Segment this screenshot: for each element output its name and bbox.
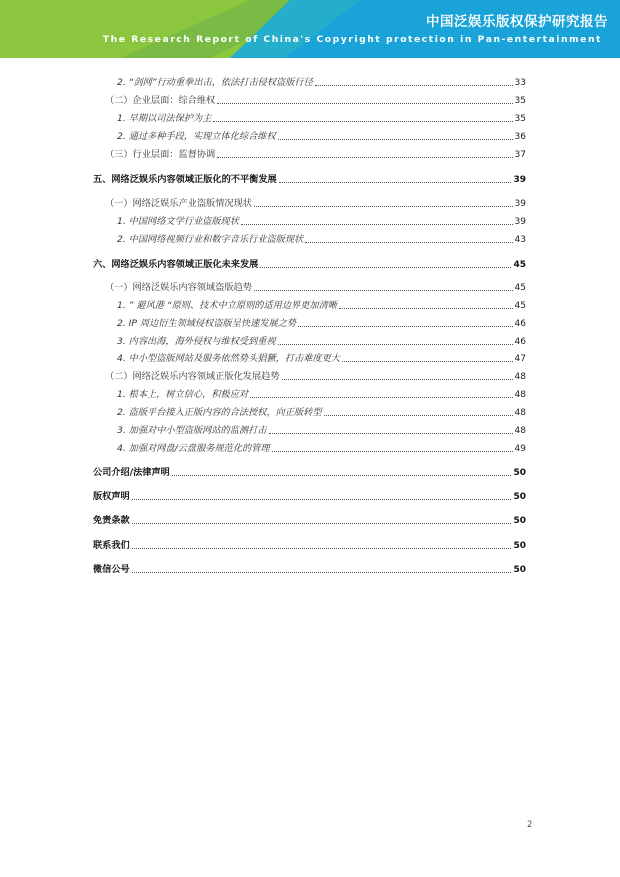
toc-entry-page: 48 [514, 372, 526, 382]
toc-entry[interactable] [93, 111, 526, 125]
toc-entry[interactable] [93, 405, 526, 419]
toc-entry-page: 45 [514, 301, 526, 311]
toc-chapter[interactable] [93, 538, 526, 552]
toc-entry-page: 50 [513, 565, 526, 575]
toc-chapter[interactable] [93, 513, 526, 527]
toc-entry-label: 4. 中小型盗版网站及服务依然势头猖獗，打击难度更大 [117, 353, 340, 364]
toc-entry[interactable] [93, 214, 526, 228]
toc-entry-page: 50 [513, 541, 526, 551]
toc-entry-page: 35 [514, 114, 526, 124]
toc-entry-label: 4. 加强对网盘/云盘服务规范化的管理 [117, 443, 270, 454]
toc-entry-page: 48 [514, 408, 526, 418]
toc-entry-label: 3. 加强对中小型盗版网站的监测打击 [117, 425, 267, 436]
toc-entry-page: 39 [514, 217, 526, 227]
toc-entry-label: （二）网络泛娱乐内容领域正版化发展趋势 [105, 371, 280, 382]
toc-entry-page: 48 [514, 390, 526, 400]
page-number: 2 [527, 820, 533, 830]
toc-entry-label: 微信公号 [93, 564, 130, 575]
toc-entry-label: 公司介绍/法律声明 [93, 467, 170, 478]
toc-entry-page: 45 [513, 260, 526, 270]
toc-entry-label: 联系我们 [93, 540, 130, 551]
toc-entry-label: 2. 中国网络视频行业和数字音乐行业盗版现状 [117, 234, 304, 245]
toc-entry-label: 1. 根本上，树立信心，积极应对 [117, 389, 249, 400]
toc-entry-page: 39 [514, 199, 526, 209]
toc-entry[interactable] [93, 334, 526, 348]
report-subtitle: The Research Report of China's Copyright protection in Pan-entertainment [102, 34, 602, 45]
toc-entry-page: 36 [514, 132, 526, 142]
toc-entry-label: 六、网络泛娱乐内容领域正版化未来发展 [93, 259, 259, 270]
toc-entry[interactable] [93, 423, 526, 437]
toc-chapter[interactable] [93, 257, 526, 271]
toc-entry[interactable] [93, 196, 526, 210]
toc-entry-page: 46 [514, 337, 526, 347]
toc-entry-label: （二）企业层面：综合维权 [105, 95, 216, 106]
toc-entry[interactable] [93, 93, 526, 107]
toc-entry-label: 3. 内容出海，海外侵权与维权受到重视 [117, 336, 276, 347]
toc-entry[interactable] [93, 232, 526, 246]
toc-entry-label: 2. IP 周边衍生领域侵权盗版呈快速发展之势 [117, 318, 297, 329]
toc-entry-page: 33 [514, 78, 526, 88]
toc-entry-label: 1. 早期以司法保护为主 [117, 113, 212, 124]
toc-entry-page: 39 [513, 175, 526, 185]
toc-entry-page: 45 [514, 283, 526, 293]
toc-entry-page: 37 [514, 150, 526, 160]
toc-entry-label: 2. 盗版平台接入正版内容的合法授权，向正版转型 [117, 407, 322, 418]
toc-chapter[interactable] [93, 465, 526, 479]
toc-entry-label: 1. ” 避风港 “原则、技术中立原则的适用边界更加清晰 [117, 300, 337, 311]
report-title: 中国泛娱乐版权保护研究报告 [426, 14, 608, 30]
toc-entry-label: 版权声明 [93, 491, 130, 502]
toc-entry-label: 五、网络泛娱乐内容领域正版化的不平衡发展 [93, 174, 277, 185]
toc-chapter[interactable] [93, 562, 526, 576]
toc-entry-label: 2. “剑网”行动重拳出击，依法打击侵权盗版行径 [117, 77, 313, 88]
toc-entry-page: 43 [514, 235, 526, 245]
toc-entry[interactable] [93, 75, 526, 89]
toc-entry-page: 35 [514, 96, 526, 106]
toc-entry-label: 2. 通过多种手段，实现立体化综合维权 [117, 131, 276, 142]
toc-entry-page: 48 [514, 426, 526, 436]
toc-entry[interactable] [93, 147, 526, 161]
toc-entry[interactable] [93, 129, 526, 143]
toc-entry-page: 47 [514, 354, 526, 364]
toc-entry-label: （一）网络泛娱乐产业盗版情况现状 [105, 198, 252, 209]
toc-entry[interactable] [93, 351, 526, 365]
toc-entry-label: （一）网络泛娱乐内容领域盗版趋势 [105, 282, 252, 293]
toc-chapter[interactable] [93, 172, 526, 186]
toc-entry-page: 49 [514, 444, 526, 454]
header-banner [0, 0, 620, 58]
toc-entry-label: （三）行业层面：监督协调 [105, 149, 216, 160]
toc-entry[interactable] [93, 298, 526, 312]
toc-entry[interactable] [93, 316, 526, 330]
toc-entry-page: 50 [513, 492, 526, 502]
toc-entry[interactable] [93, 387, 526, 401]
toc-entry[interactable] [93, 280, 526, 294]
toc-entry[interactable] [93, 369, 526, 383]
toc-entry-label: 1. 中国网络文学行业盗版现状 [117, 216, 239, 227]
toc-entry-page: 50 [513, 516, 526, 526]
toc-entry-page: 46 [514, 319, 526, 329]
toc-chapter[interactable] [93, 489, 526, 503]
toc-entry-label: 免责条款 [93, 515, 130, 526]
toc-entry-page: 50 [513, 468, 526, 478]
toc-entry[interactable] [93, 441, 526, 455]
